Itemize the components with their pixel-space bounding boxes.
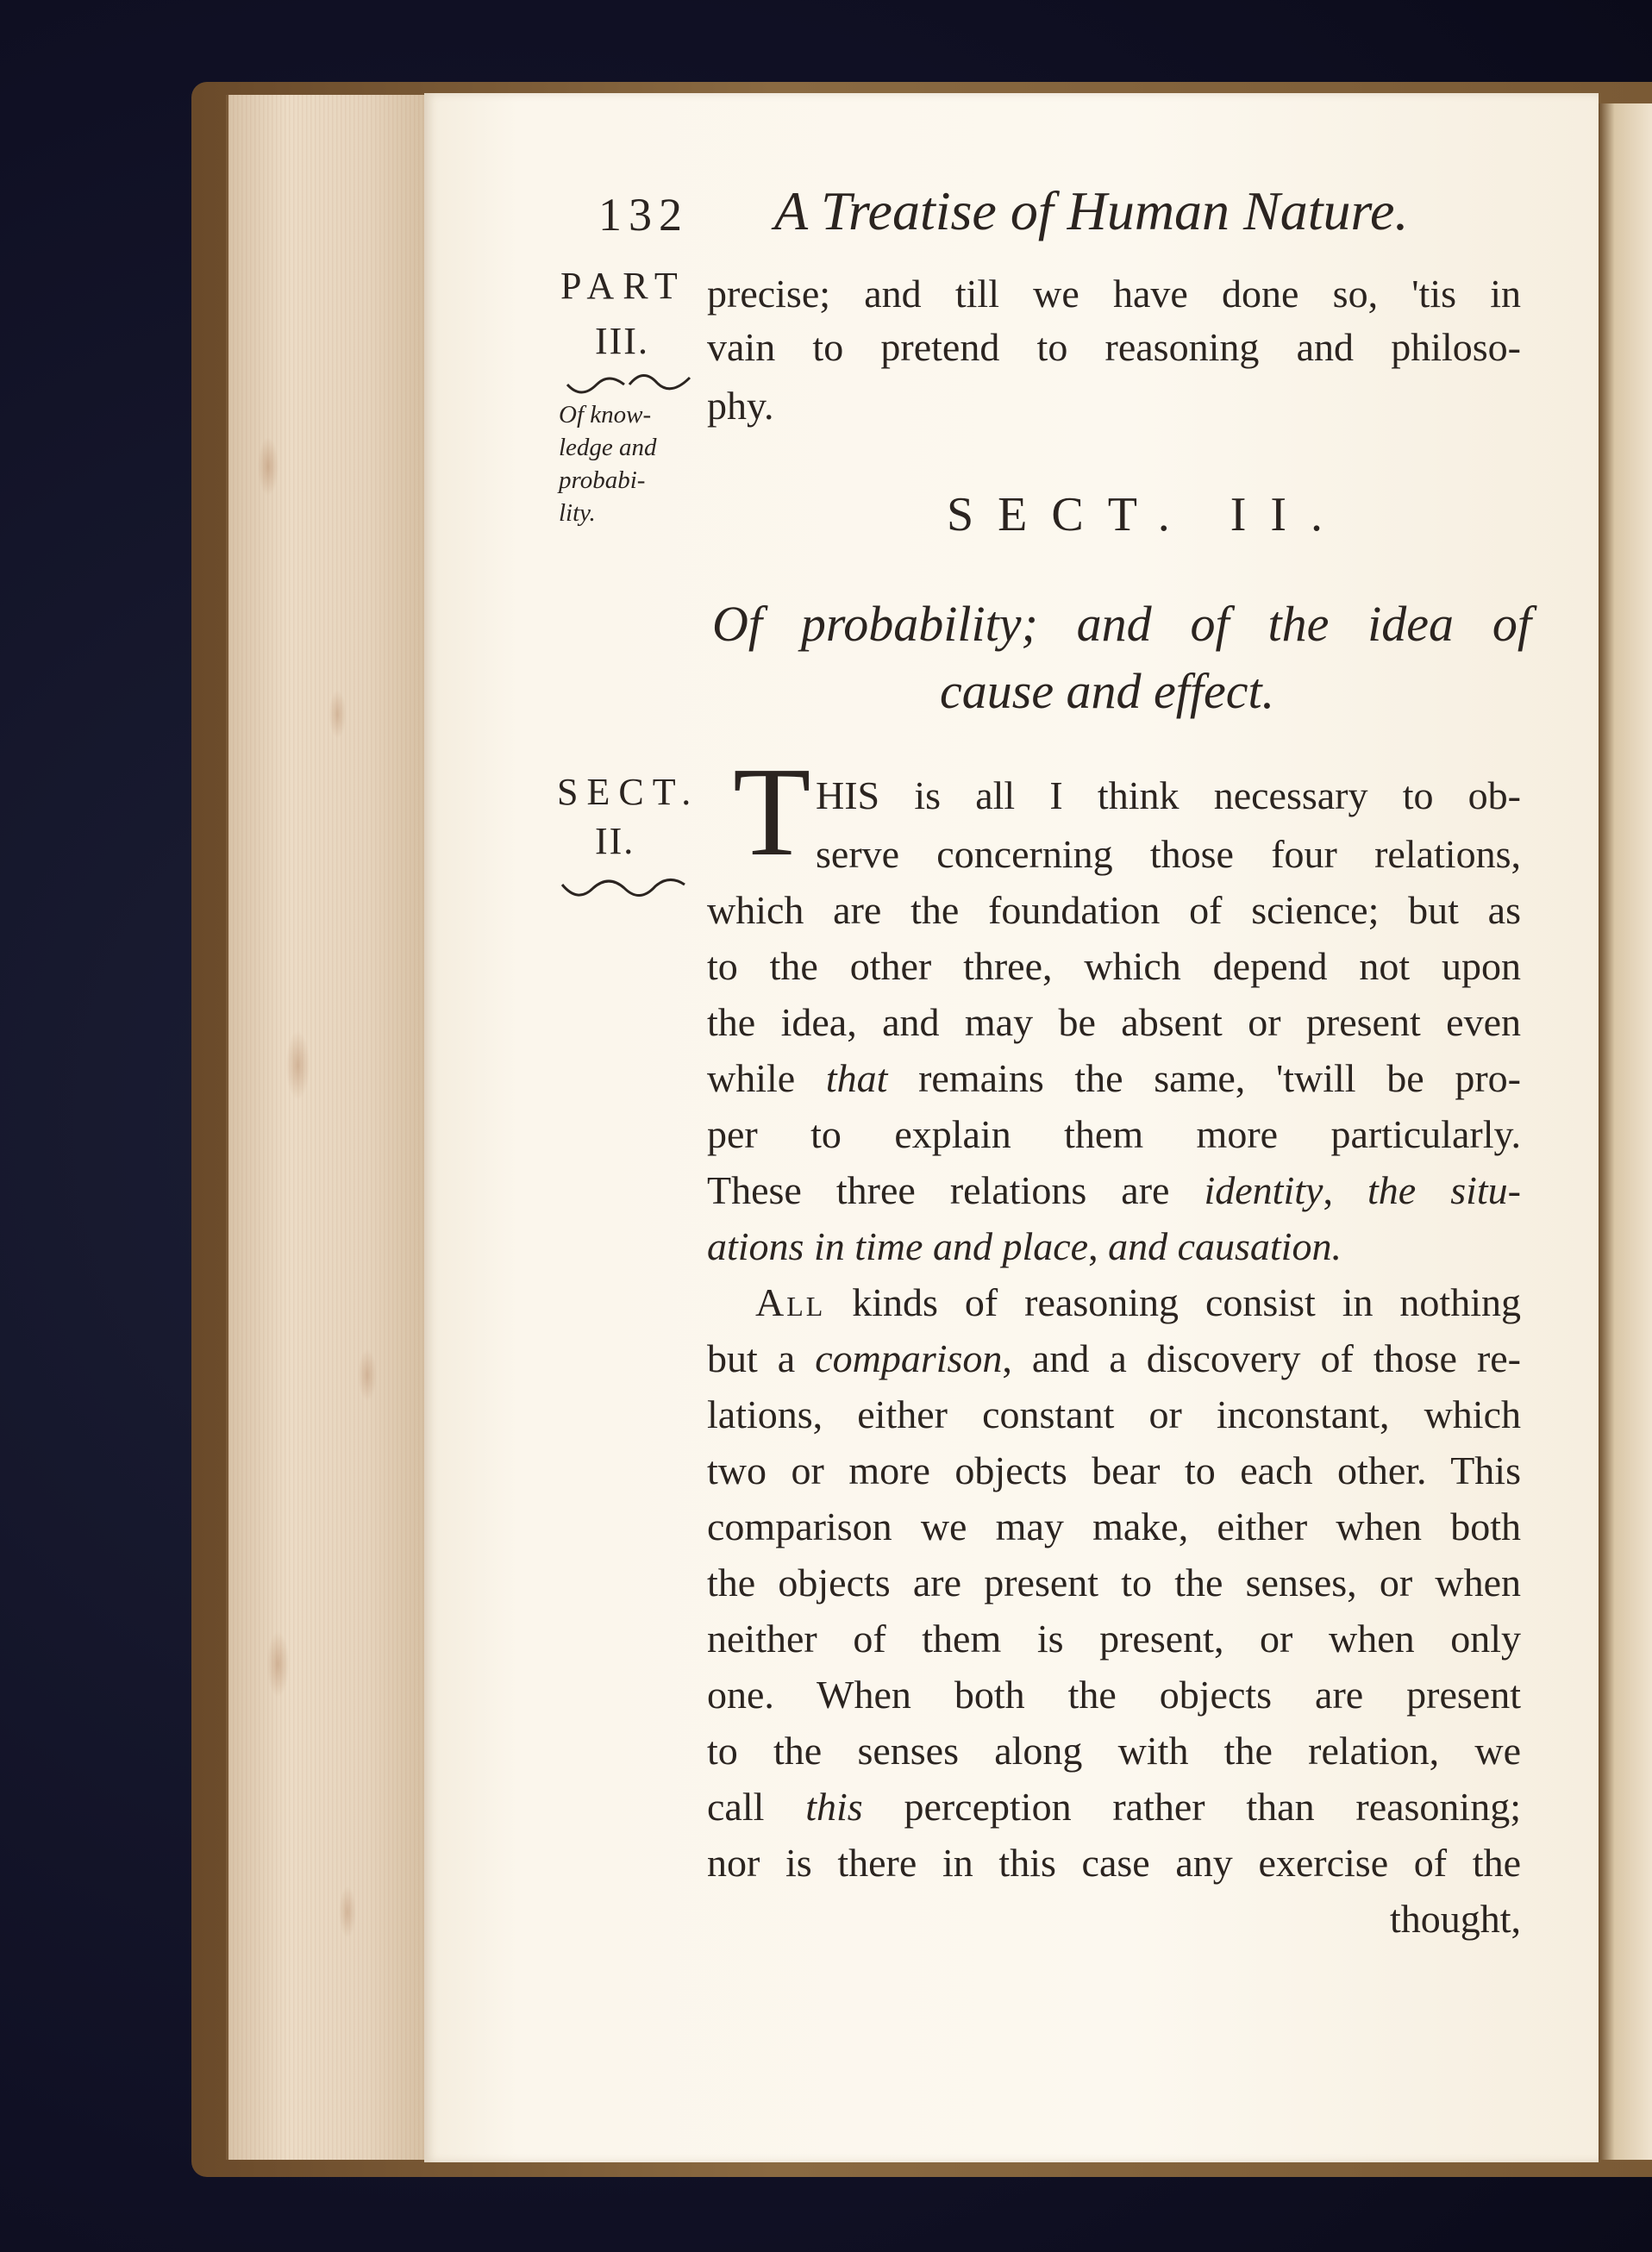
italic-run: ations in time and place — [707, 1224, 1089, 1268]
margin-note-line: lity. — [559, 499, 596, 527]
margin-sect-label: SECT. — [557, 771, 700, 813]
margin-flourish-bottom — [559, 873, 688, 907]
text-line: neither of them is present, or when only — [707, 1617, 1521, 1661]
text-line: two or more objects bear to each other. This — [707, 1448, 1521, 1492]
italic-run: and causation. — [1108, 1224, 1342, 1268]
text-run: perception rather than reasoning; — [862, 1785, 1521, 1829]
text-run: but a — [707, 1336, 816, 1380]
text-run: These three relations are — [707, 1168, 1205, 1212]
text-line — [707, 1780, 1521, 1834]
text-line: phy. — [707, 384, 774, 428]
margin-sect-number: II. — [595, 820, 635, 862]
text-run: while — [707, 1056, 826, 1100]
text-line: the idea, and may be absent or present even — [707, 1000, 1521, 1044]
margin-part-label: PART — [560, 265, 686, 307]
text-run: , — [1088, 1224, 1109, 1268]
text-line: which are the foundation of science; but as — [707, 888, 1521, 932]
page-number: 132 — [598, 189, 689, 241]
text-line: to the senses along with the relation, we — [707, 1729, 1521, 1773]
text-run: , and a discovery of those re- — [1002, 1336, 1522, 1380]
text-line — [707, 1164, 1521, 1217]
text-line: vain to pretend to reasoning and philoso- — [707, 325, 1521, 369]
text-run: kinds of reasoning consist in nothing — [825, 1280, 1521, 1324]
drop-cap: T — [733, 741, 811, 883]
margin-flourish-top — [564, 366, 693, 400]
page-edges — [226, 95, 427, 2160]
margin-note-line: ledge and — [559, 434, 657, 461]
text-line — [707, 1220, 1521, 1273]
text-line: HIS is all I think necessary to ob- — [816, 773, 1521, 817]
text-line: the objects are present to the senses, or when — [707, 1561, 1521, 1605]
italic-run: this — [805, 1785, 863, 1829]
italic-run: that — [825, 1056, 888, 1100]
section-subtitle: Of probability; and of the idea of — [712, 596, 1531, 652]
text-line — [707, 1052, 1521, 1105]
text-line: per to explain them more particularly. — [707, 1112, 1521, 1156]
text-run: remains the same, 'twill be pro- — [887, 1056, 1521, 1100]
text-run: call — [707, 1785, 806, 1829]
text-line: to the other three, which depend not upon — [707, 944, 1521, 988]
text-line: serve concerning those four relations, — [816, 832, 1521, 876]
text-line: one. When both the objects are present — [707, 1673, 1521, 1717]
facing-page-edge — [1599, 103, 1652, 2160]
text-line — [755, 1276, 1521, 1329]
text-line: comparison we may make, either when both — [707, 1504, 1521, 1548]
catchword: thought, — [1389, 1897, 1521, 1941]
text-line — [707, 1332, 1521, 1386]
margin-note — [559, 398, 697, 529]
text-run: , — [1323, 1168, 1367, 1212]
italic-run: identity — [1204, 1168, 1323, 1212]
section-heading: SECT. II. — [947, 488, 1348, 541]
text-line: nor is there in this case any exercise of the — [707, 1841, 1521, 1885]
margin-part-number: III. — [595, 320, 649, 362]
text-line: lations, either constant or inconstant, which — [707, 1392, 1521, 1436]
small-caps-run: All — [755, 1280, 826, 1324]
running-title: A Treatise of Human Nature. — [774, 180, 1409, 241]
italic-run: comparison — [815, 1336, 1003, 1380]
margin-note-line: probabi- — [559, 466, 646, 494]
text-line: precise; and till we have done so, 'tis in — [707, 272, 1521, 316]
margin-note-line: Of know- — [559, 401, 652, 429]
section-subtitle: cause and effect. — [940, 663, 1275, 719]
italic-run: the situ- — [1367, 1168, 1521, 1212]
